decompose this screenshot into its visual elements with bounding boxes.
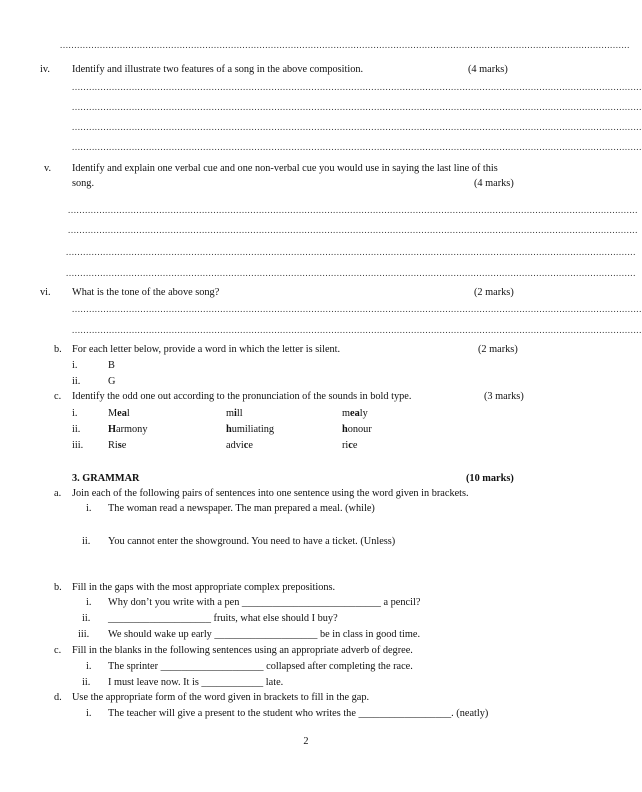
question-marks: (4 marks) — [468, 64, 508, 75]
item-number: i. — [86, 597, 92, 608]
answer-line[interactable]: ........................................................................................................................................................................................................ — [60, 40, 630, 50]
section-marks: (10 marks) — [466, 473, 514, 484]
part-text: Identify the odd one out according to the pronunciation of the sounds in bold type. — [72, 391, 412, 402]
question-marks: (2 marks) — [474, 287, 514, 298]
answer-line[interactable]: ........................................................................................................................................................................................................ — [68, 205, 638, 215]
answer-line[interactable]: ........................................................................................................................................................................................................ — [72, 102, 642, 112]
question-text: What is the tone of the above song? — [72, 287, 220, 298]
item-text: The woman read a newspaper. The man prepared a meal. (while) — [108, 503, 375, 514]
item-number: ii. — [82, 677, 91, 688]
part-marks: (3 marks) — [484, 391, 524, 402]
answer-line[interactable]: ........................................................................................................................................................................................................ — [72, 142, 642, 152]
question-marks: (4 marks) — [474, 178, 514, 189]
question-text-line1: Identify and explain one verbal cue and one non-verbal cue you would use in saying the last line of this — [72, 163, 498, 174]
answer-line[interactable]: ........................................................................................................................................................................................................ — [72, 304, 642, 314]
item-number: i. — [86, 661, 92, 672]
item-text: G — [108, 376, 116, 387]
question-text: Identify and illustrate two features of a song in the above composition. — [72, 64, 364, 75]
item-text[interactable]: Why don’t you write with a pen ___________________________ a pencil? — [108, 597, 421, 608]
item-number: i. — [72, 360, 78, 371]
item-number: i. — [72, 408, 78, 419]
answer-line[interactable]: ........................................................................................................................................................................................................ — [72, 82, 642, 92]
item-number: i. — [86, 708, 92, 719]
part-letter: a. — [54, 488, 62, 499]
part-letter: b. — [54, 344, 62, 355]
question-number: v. — [44, 163, 52, 174]
word-cell: honour — [342, 424, 372, 435]
item-text: You cannot enter the showground. You need to have a ticket. (Unless) — [108, 536, 396, 547]
part-text: Fill in the gaps with the most appropriate complex prepositions. — [72, 582, 336, 593]
part-text: Use the appropriate form of the word given in brackets to fill in the gap. — [72, 692, 370, 703]
answer-line[interactable]: ........................................................................................................................................................................................................ — [66, 247, 636, 257]
answer-line[interactable]: ........................................................................................................................................................................................................ — [72, 122, 642, 132]
question-number: vi. — [40, 287, 51, 298]
word-cell: Harmony — [108, 424, 148, 435]
question-text-line2: song. — [72, 178, 95, 189]
word-cell: rice — [342, 440, 358, 451]
item-text[interactable]: The teacher will give a present to the student who writes the __________________. (neatly) — [108, 708, 489, 719]
part-marks: (2 marks) — [478, 344, 518, 355]
item-number: iii. — [72, 440, 84, 451]
word-cell: Meal — [108, 408, 130, 419]
part-letter: d. — [54, 692, 62, 703]
part-text: For each letter below, provide a word in which the letter is silent. — [72, 344, 341, 355]
word-cell: advice — [226, 440, 253, 451]
item-number: ii. — [82, 536, 91, 547]
word-cell: humiliating — [226, 424, 275, 435]
page-number: 2 — [303, 736, 309, 747]
answer-line[interactable]: ........................................................................................................................................................................................................ — [72, 325, 642, 335]
item-text[interactable]: ____________________ fruits, what else should I buy? — [108, 613, 338, 624]
answer-line[interactable]: ........................................................................................................................................................................................................ — [68, 225, 638, 235]
item-number: ii. — [72, 424, 81, 435]
word-cell: mill — [226, 408, 243, 419]
item-text[interactable]: The sprinter ____________________ collapsed after completing the race. — [108, 661, 413, 672]
question-number: iv. — [40, 64, 50, 75]
part-letter: c. — [54, 391, 62, 402]
item-number: ii. — [82, 613, 91, 624]
part-letter: b. — [54, 582, 62, 593]
item-text[interactable]: We should wake up early ____________________ be in class in good time. — [108, 629, 421, 640]
word-cell: mealy — [342, 408, 368, 419]
word-cell: Rise — [108, 440, 127, 451]
section-heading: 3. GRAMMAR — [72, 473, 140, 484]
item-text[interactable]: I must leave now. It is ____________ late. — [108, 677, 284, 688]
item-text: B — [108, 360, 115, 371]
part-text: Fill in the blanks in the following sentences using an appropriate adverb of degree. — [72, 645, 413, 656]
item-number: iii. — [78, 629, 90, 640]
part-letter: c. — [54, 645, 62, 656]
part-text: Join each of the following pairs of sentences into one sentence using the word given in brackets. — [72, 488, 469, 499]
answer-line[interactable]: ........................................................................................................................................................................................................ — [66, 268, 636, 278]
item-number: ii. — [72, 376, 81, 387]
item-number: i. — [86, 503, 92, 514]
